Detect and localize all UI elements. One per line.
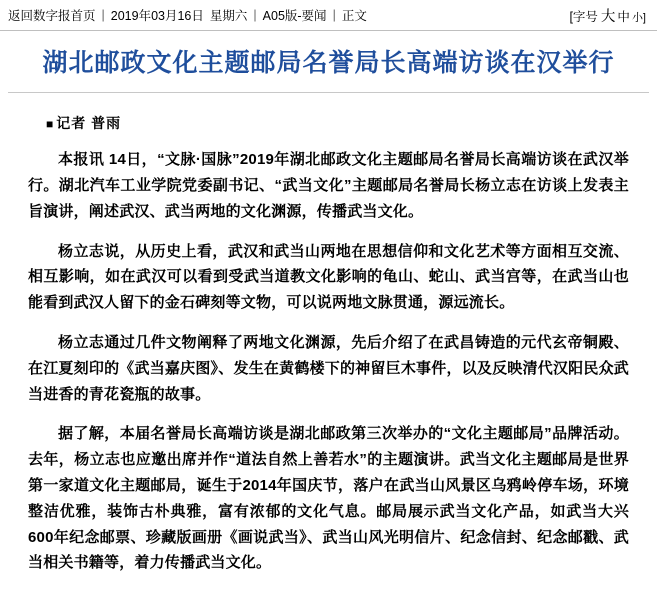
breadcrumb-separator-2: |	[253, 8, 257, 22]
headline-container	[0, 31, 657, 92]
font-size-medium-option[interactable]: 中	[617, 9, 630, 24]
page-title: 湖北邮政文化主题邮局名誉局长高端访谈在汉举行	[42, 48, 615, 77]
font-size-large-option[interactable]: 大	[600, 8, 616, 25]
publication-date: 2019年03月16日	[110, 9, 204, 23]
article-paragraph: 杨立志说，从历史上看，武汉和武当山两地在思想信仰和文化艺术等方面相互交流、相互影响，如在武汉可以看到受武当道教文化影响的龟山、蛇山、武当宫等，在武当山也能看到武汉人留下的金石碑刻等文物，可以说两地文脉贯通，源远流长。	[28, 242, 629, 312]
byline	[46, 113, 629, 133]
byline-text: 记者 普雨	[56, 115, 122, 132]
article-paragraph: 本报讯 14日，“文脉·国脉”2019年湖北邮政文化主题邮局名誉局长高端访谈在武汉举行。湖北汽车工业学院党委副书记、“武当文化”主题邮局名誉局长杨立志在访谈上发表主旨演讲，阐述武汉、武当两地的文化渊源，传播武当文化。	[28, 151, 629, 220]
publication-weekday: 星期六	[209, 9, 248, 23]
article-paragraph: 杨立志通过几件文物阐释了两地文化渊源，先后介绍了在武昌铸造的元代玄帝铜殿、在江夏刻印的《武当嘉庆图》、发生在黄鹤楼下的神留巨木事件，以及反映清代汉阳民众武当进香的青花瓷瓶的故事。	[28, 334, 629, 403]
section-label: 正文	[341, 9, 367, 23]
breadcrumb-separator-3: |	[332, 8, 336, 22]
font-size-label: [字号	[569, 9, 598, 24]
back-to-homepage-link[interactable]: 返回数字报首页	[8, 9, 96, 23]
font-size-control	[569, 5, 647, 26]
breadcrumb-separator-1: |	[101, 8, 105, 22]
edition-link[interactable]: A05版-要闻	[262, 9, 327, 23]
top-navigation-bar	[0, 0, 657, 30]
font-size-small-option[interactable]: 小]	[631, 11, 646, 24]
article-paragraph: 据了解，本届名誉局长高端访谈是湖北邮政第三次举办的“文化主题邮局”品牌活动。去年，杨立志也应邀出席并作“道法自然上善若水”的主题演讲。武当文化主题邮局是世界第一家道文化主题邮局，诞生于2014年国庆节，落户在武当山风景区乌鸦岭停车场，环境整洁优雅，装饰古朴典雅，富有浓郁的文化气息。邮局展示武当文化产品，如武当大兴600年纪念邮票、珍藏版画册《画说武当》、武当山风光明信片、纪念信封、纪念邮戳、武当相关书籍等，着力传播武当文化。	[28, 425, 629, 572]
byline-marker: ■	[46, 117, 55, 132]
article-body	[0, 93, 657, 600]
